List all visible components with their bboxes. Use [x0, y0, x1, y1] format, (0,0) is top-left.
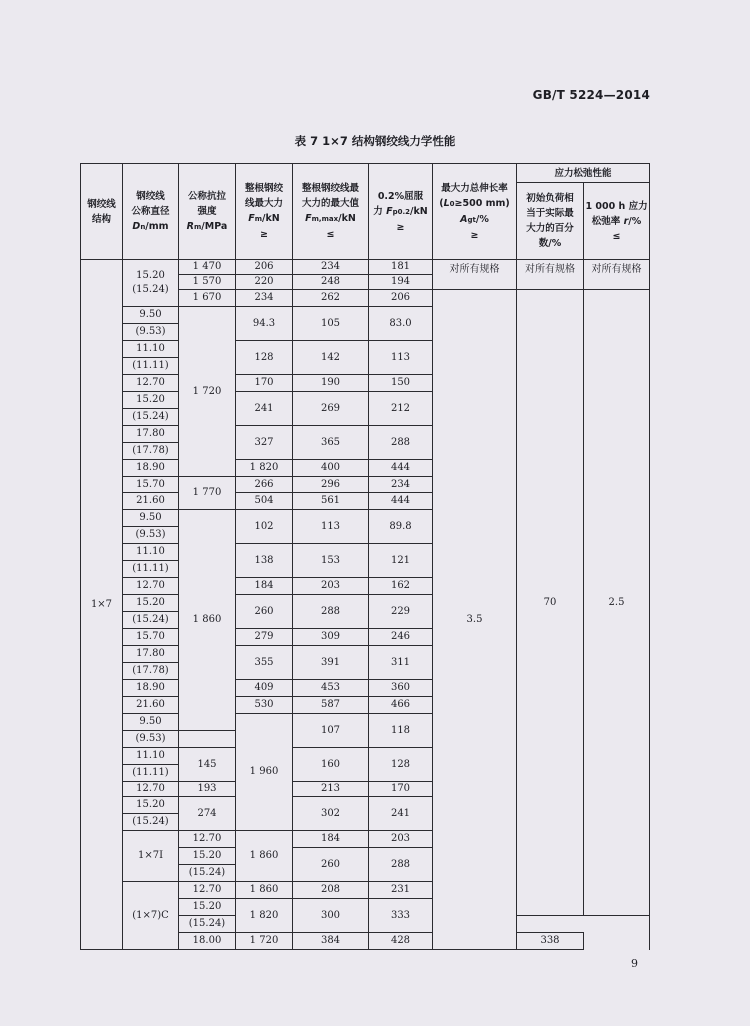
cell: 248	[293, 275, 369, 290]
cell: 269	[293, 392, 369, 426]
structure-cell: 1×7I	[123, 831, 179, 882]
cell: 107	[293, 714, 369, 748]
cell: 409	[236, 680, 293, 697]
diameter-cell: 15.70	[123, 629, 179, 646]
cell: 128	[369, 748, 433, 782]
diameter-cell: 15.20	[179, 848, 236, 865]
diameter-cell: 15.20	[123, 595, 179, 612]
cell: 587	[293, 697, 369, 714]
diameter-cell: 18.00	[179, 933, 236, 950]
diameter-cell: 15.20	[123, 392, 179, 409]
cell: 338	[517, 933, 584, 950]
strength-cell: 1 720	[179, 307, 236, 477]
cell: 208	[293, 882, 369, 899]
diameter-cell: (11.11)	[123, 561, 179, 578]
cell: 153	[293, 544, 369, 578]
diameter-cell: (17.78)	[123, 663, 179, 680]
diameter-cell: (15.24)	[123, 409, 179, 426]
diameter-cell: 15.70	[123, 477, 179, 493]
cell: 150	[369, 375, 433, 392]
standard-number: GB/T 5224—2014	[532, 88, 650, 102]
header-tensile-strength: 公称抗拉 强度 Rm/MPa	[179, 164, 236, 260]
cell: 118	[369, 714, 433, 748]
cell: 121	[369, 544, 433, 578]
header-structure: 钢绞线 结构	[81, 164, 123, 260]
mechanical-properties-table	[80, 163, 650, 950]
diameter-cell: 12.70	[123, 782, 179, 797]
page-number: 9	[631, 957, 638, 970]
strength-cell: 1 470	[179, 260, 236, 275]
diameter-cell: 12.70	[179, 882, 236, 899]
cell: 160	[293, 748, 369, 782]
cell: 105	[293, 307, 369, 341]
cell: 102	[236, 510, 293, 544]
cell: 262	[293, 290, 369, 307]
diameter-cell: 12.70	[179, 831, 236, 848]
strength-cell: 1 820	[236, 460, 293, 477]
cell: 234	[293, 260, 369, 275]
cell: 302	[293, 797, 369, 831]
cell: 220	[236, 275, 293, 290]
header-relaxation-rate: 1 000 h 应力 松弛率 r/% ≤	[584, 183, 650, 260]
strength-cell: 1 860	[179, 510, 236, 731]
cell: 360	[369, 680, 433, 697]
diameter-cell: (15.24)	[179, 916, 236, 933]
cell: 145	[179, 748, 236, 782]
cell: 190	[293, 375, 369, 392]
cell: 193	[179, 782, 236, 797]
cell: 203	[293, 578, 369, 595]
strength-cell: 1 670	[179, 290, 236, 307]
cell: 162	[369, 578, 433, 595]
cell: 203	[369, 831, 433, 848]
header-relaxation: 应力松弛性能	[517, 164, 650, 183]
cell: 561	[293, 493, 369, 510]
cell: 241	[236, 392, 293, 426]
cell: 229	[369, 595, 433, 629]
elongation-value: 3.5	[433, 290, 517, 950]
structure-cell: (1×7)C	[123, 882, 179, 950]
cell: 89.8	[369, 510, 433, 544]
cell: 365	[293, 426, 369, 460]
header-nominal-diameter: 钢绞线 公称直径 Dn/mm	[123, 164, 179, 260]
diameter-cell: 15.20	[123, 797, 179, 814]
cell: 391	[293, 646, 369, 680]
cell: 206	[236, 260, 293, 275]
cell: 94.3	[236, 307, 293, 341]
diameter-cell: (11.11)	[123, 765, 179, 782]
cell: 260	[236, 595, 293, 629]
cell: 234	[236, 290, 293, 307]
cell: 355	[236, 646, 293, 680]
cell: 83.0	[369, 307, 433, 341]
strength-cell: 1 770	[179, 477, 236, 510]
cell: 170	[236, 375, 293, 392]
cell: 444	[369, 493, 433, 510]
strength-cell: 1 820	[236, 899, 293, 933]
diameter-cell: 21.60	[123, 697, 179, 714]
diameter-cell: 17.80	[123, 646, 179, 663]
initial-load-all-specs: 对所有规格	[517, 260, 584, 290]
cell: 504	[236, 493, 293, 510]
cell: 279	[236, 629, 293, 646]
diameter-cell: 15.20	[179, 899, 236, 916]
cell: 206	[369, 290, 433, 307]
strength-cell: 1 570	[179, 275, 236, 290]
diameter-cell: 18.90	[123, 680, 179, 697]
cell: 444	[369, 460, 433, 477]
cell: 246	[369, 629, 433, 646]
diameter-cell: (15.24)	[123, 814, 179, 831]
diameter-cell: 11.10	[123, 341, 179, 358]
cell: 296	[293, 477, 369, 493]
diameter-cell: 17.80	[123, 426, 179, 443]
cell: 234	[369, 477, 433, 493]
strength-cell: 1 860	[236, 831, 293, 882]
cell: 530	[236, 697, 293, 714]
cell: 384	[293, 933, 369, 950]
cell: 113	[369, 341, 433, 375]
diameter-cell: 11.10	[123, 544, 179, 561]
cell: 288	[293, 595, 369, 629]
header-max-force-upper: 整根钢绞线最 大力的最大值 Fm,max/kN ≤	[293, 164, 369, 260]
cell: 288	[369, 426, 433, 460]
header-proof-force: 0.2%屈服 力 Fp0.2/kN ≥	[369, 164, 433, 260]
diameter-cell: (9.53)	[123, 324, 179, 341]
cell: 184	[293, 831, 369, 848]
cell: 138	[236, 544, 293, 578]
diameter-cell: (9.53)	[123, 527, 179, 544]
cell: 428	[369, 933, 433, 950]
diameter-cell: (17.78)	[123, 443, 179, 460]
cell: 266	[236, 477, 293, 493]
cell: 128	[236, 341, 293, 375]
cell: 327	[236, 426, 293, 460]
cell: 231	[369, 882, 433, 899]
cell: 194	[369, 275, 433, 290]
diameter-cell: (11.11)	[123, 358, 179, 375]
initial-load-70: 70	[517, 290, 584, 916]
strength-cell: 1 720	[236, 933, 293, 950]
diameter-cell: 11.10	[123, 748, 179, 765]
diameter-cell: 9.50	[123, 510, 179, 527]
table-caption: 表 7 1×7 结构钢绞线力学性能	[294, 134, 456, 148]
cell: 274	[179, 797, 236, 831]
cell: 212	[369, 392, 433, 426]
diameter-cell: 12.70	[123, 375, 179, 392]
diameter-cell: 21.60	[123, 493, 179, 510]
cell: 170	[369, 782, 433, 797]
header-max-force: 整根钢绞 线最大力 Fm/kN ≥	[236, 164, 293, 260]
diameter-cell: 18.90	[123, 460, 179, 477]
diameter-cell: 9.50	[123, 714, 179, 731]
relaxation-all-specs: 对所有规格	[584, 260, 650, 290]
diameter-cell: 12.70	[123, 578, 179, 595]
cell: 113	[293, 510, 369, 544]
cell: 300	[293, 899, 369, 933]
cell: 288	[369, 848, 433, 882]
strength-cell: 1 860	[236, 882, 293, 899]
strength-cell: 1 960	[236, 714, 293, 831]
cell: 466	[369, 697, 433, 714]
cell: 241	[369, 797, 433, 831]
diameter-cell: 9.50	[123, 307, 179, 324]
cell: 181	[369, 260, 433, 275]
diameter-cell: 15.20 (15.24)	[123, 260, 179, 307]
elongation-all-specs: 对所有规格	[433, 260, 517, 290]
diameter-cell: (15.24)	[179, 865, 236, 882]
cell: 400	[293, 460, 369, 477]
cell: 453	[293, 680, 369, 697]
header-elongation: 最大力总伸长率 (L0≥500 mm) Agt/% ≥	[433, 164, 517, 260]
cell: 333	[369, 899, 433, 933]
cell: 309	[293, 629, 369, 646]
cell: 184	[236, 578, 293, 595]
cell: 260	[293, 848, 369, 882]
structure-cell: 1×7	[81, 260, 123, 950]
cell: 311	[369, 646, 433, 680]
cell: 142	[293, 341, 369, 375]
header-initial-load: 初始负荷相 当于实际最 大力的百分 数/%	[517, 183, 584, 260]
diameter-cell: (9.53)	[123, 731, 179, 748]
diameter-cell: (15.24)	[123, 612, 179, 629]
relaxation-2-5: 2.5	[584, 290, 650, 916]
cell: 213	[293, 782, 369, 797]
